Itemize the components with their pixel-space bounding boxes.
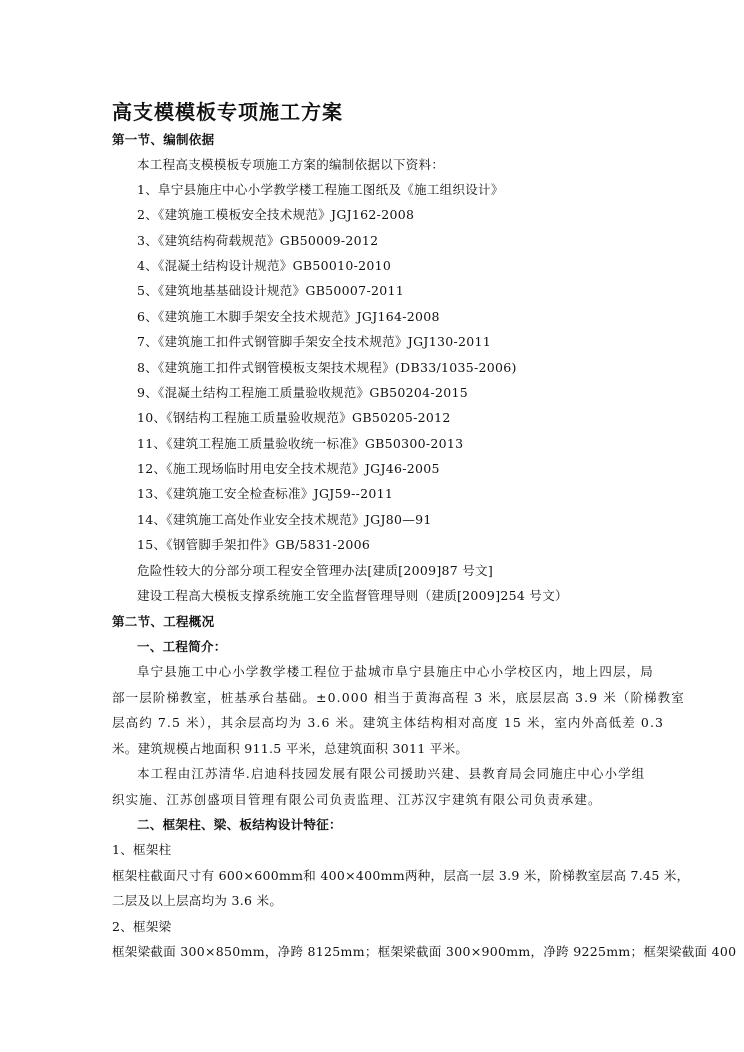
frame-beam-title: 2、框架梁: [112, 919, 172, 934]
section1-heading: 第一节、编制依据: [112, 132, 215, 147]
basis-item-4: 4、《混凝土结构设计规范》GB50010-2010: [137, 258, 392, 273]
overview-para1-line3: 层高约 7.5 米），其余层高均为 3.6 米。建筑主体结构相对高度 15 米，室内外高低差 0.3: [112, 715, 665, 730]
structure-subheading: 二、框架柱、梁、板结构设计特征：: [137, 817, 342, 832]
basis-item-7: 7、《建筑施工扣件式钢管脚手架安全技术规范》JGJ130-2011: [137, 334, 492, 349]
basis-item-3: 3、《建筑结构荷载规范》GB50009-2012: [137, 233, 379, 248]
frame-column-line2: 二层及以上层高均为 3.6 米。: [112, 893, 283, 908]
basis-item-14: 14、《建筑施工高处作业安全技术规范》JGJ80—91: [137, 512, 432, 527]
basis-item-13: 13、《建筑施工安全检查标准》JGJ59--2011: [137, 486, 394, 501]
overview-para2-line1: 本工程由江苏清华.启迪科技园发展有限公司援助兴建、县教育局会同施庄中心小学组: [137, 766, 646, 781]
basis-item-9: 9、《混凝土结构工程施工质量验收规范》GB50204-2015: [137, 385, 468, 400]
basis-item-17: 建设工程高大模板支撑系统施工安全监督管理导则（建质[2009]254 号文）: [137, 588, 568, 603]
basis-item-16: 危险性较大的分部分项工程安全管理办法[建质[2009]87 号文]: [137, 563, 494, 578]
frame-column-line1: 框架柱截面尺寸有 600×600mm和 400×400mm两种，层高一层 3.9 米，阶梯教室层高 7.45 米，: [112, 868, 690, 883]
basis-item-11: 11、《建筑工程施工质量验收统一标准》GB50300-2013: [137, 436, 464, 451]
basis-item-12: 12、《施工现场临时用电安全技术规范》JGJ46-2005: [137, 461, 440, 476]
overview-para1-line2: 部一层阶梯教室，桩基承台基础。±0.000 相当于黄海高程 3 米，底层层高 3.9 米（阶梯教室: [112, 690, 685, 705]
basis-item-10: 10、《钢结构工程施工质量验收规范》GB50205-2012: [137, 410, 451, 425]
section2-heading: 第二节、工程概况: [112, 614, 215, 629]
frame-beam-line1: 框架梁截面 300×850mm，净跨 8125mm；框架梁截面 300×900mm，净跨 9225mm；框架梁截面 400: [112, 944, 737, 959]
overview-para1-line4: 米。建筑规模占地面积 911.5 平米，总建筑面积 3011 平米。: [112, 741, 469, 756]
basis-item-1: 1、阜宁县施庄中心小学教学楼工程施工图纸及《施工组织设计》: [137, 182, 504, 197]
section1-intro: 本工程高支模模板专项施工方案的编制依据以下资料：: [137, 157, 445, 172]
frame-column-title: 1、框架柱: [112, 842, 172, 857]
basis-item-6: 6、《建筑施工木脚手架安全技术规范》JGJ164-2008: [137, 309, 440, 324]
overview-subheading: 一、工程简介：: [137, 639, 227, 654]
overview-para2-line2: 织实施、江苏创盛项目管理有限公司负责监理、江苏汉宇建筑有限公司负责承建。: [112, 792, 602, 807]
basis-item-15: 15、《钢管脚手架扣件》GB/5831-2006: [137, 537, 371, 552]
basis-item-5: 5、《建筑地基基础设计规范》GB50007-2011: [137, 283, 404, 298]
overview-para1-line1: 阜宁县施工中心小学教学楼工程位于盐城市阜宁县施庄中心小学校区内，地上四层，局: [137, 664, 654, 679]
basis-item-8: 8、《建筑施工扣件式钢管模板支架技术规程》(DB33/1035-2006): [137, 360, 517, 375]
basis-item-2: 2、《建筑施工模板安全技术规范》JGJ162-2008: [137, 207, 415, 222]
document-title: 高支模模板专项施工方案: [112, 100, 343, 124]
